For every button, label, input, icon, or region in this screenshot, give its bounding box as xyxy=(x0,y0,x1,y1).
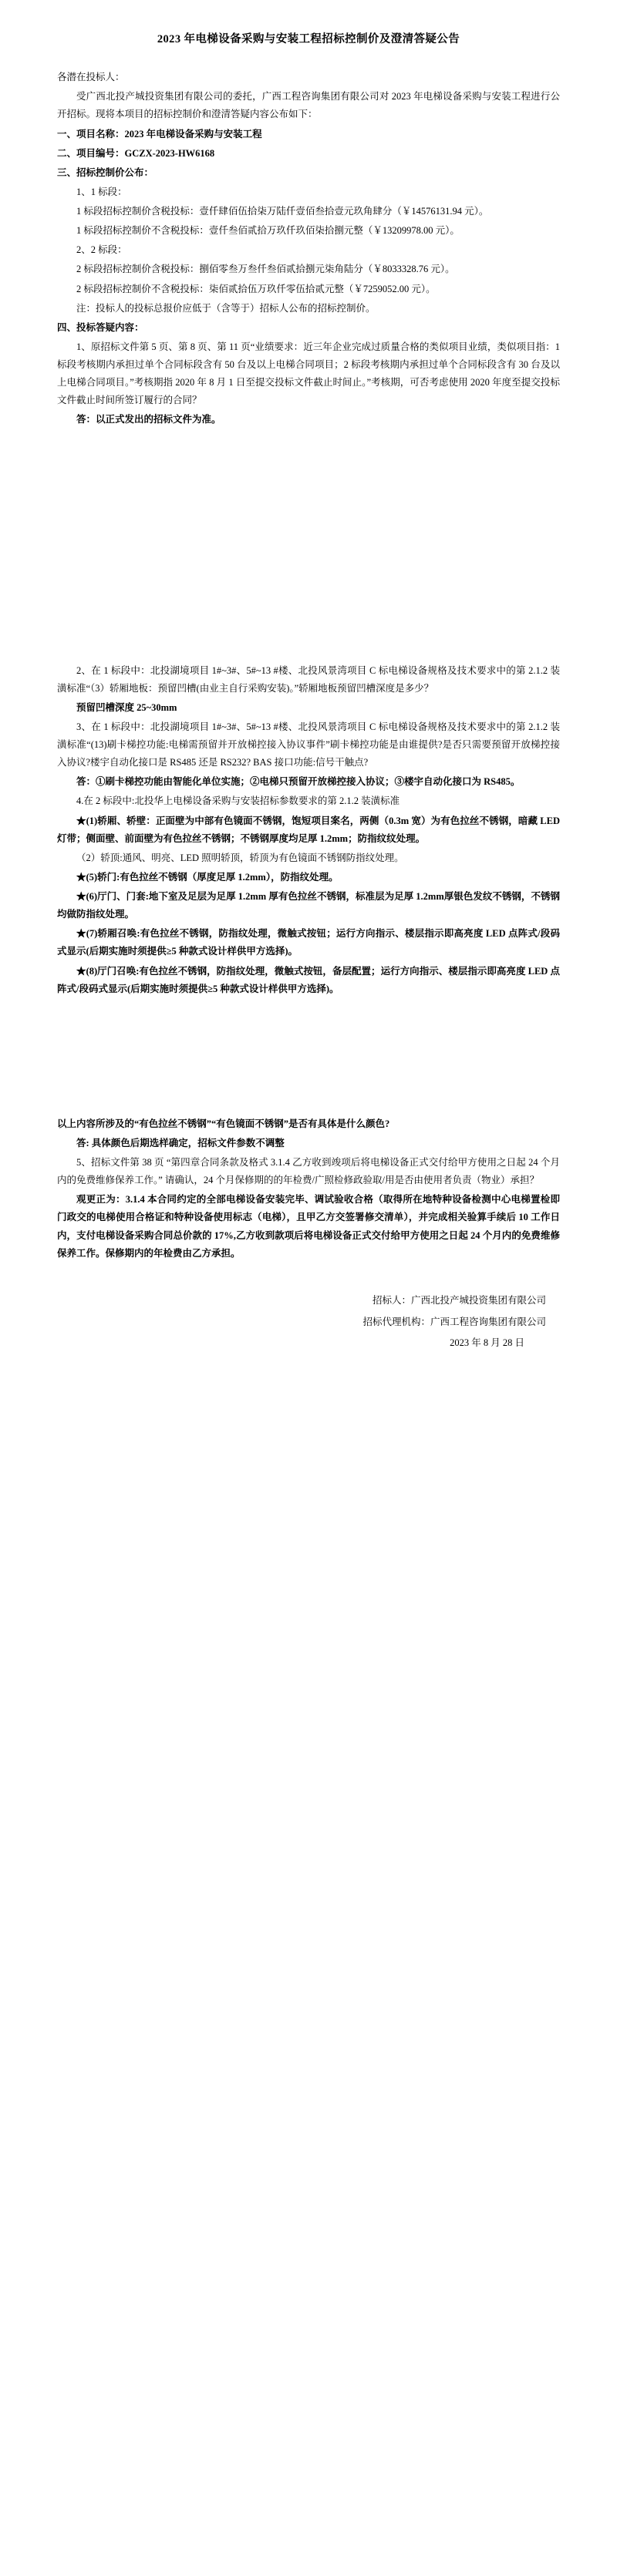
control-price-item: 2、2 标段： xyxy=(76,244,127,256)
signature-agent: 招标代理机构：广西工程咨询集团有限公司 xyxy=(362,1316,546,1327)
control-price-item: 2 标段招标控制价含税投标：捌佰零叁万叁仟叁佰贰拾捌元柒角陆分（￥8033328.76 元）。 xyxy=(76,264,455,275)
section-heading-qa: 四、投标答疑内容： xyxy=(57,321,144,333)
qa-answer: 预留凹槽深度 25~30mm xyxy=(76,701,177,713)
control-price-item: 1 标段招标控制价不含税投标：壹仟叁佰贰拾万玖仟玖佰柒拾捌元整（￥13209978.00 元）。 xyxy=(76,225,460,237)
signature-block xyxy=(57,1292,560,1332)
intro-paragraph: 受广西北投产城投资集团有限公司的委托，广西工程咨询集团有限公司对 2023 年电梯设备采购与安装工程进行公开招标。现将本项目的招标控制价和澄清答疑内容公布如下： xyxy=(57,91,560,120)
blank-area xyxy=(57,1264,560,1284)
color-question: 以上内容所涉及的“有色拉丝不锈钢”“有色镜面不锈钢”是否有具体是什么颜色? xyxy=(57,1118,390,1129)
signature-bidder: 招标人：广西北投产城投资集团有限公司 xyxy=(372,1294,546,1306)
blank-area xyxy=(57,1000,560,1115)
qa-question: 1、原招标文件第 5 页、第 8 页、第 11 页“业绩要求：近三年企业完成过质量合格的类似项目业绩，类似项目指：1 标段考核期内承担过单个合同标段含有 50 台及以上电梯合同项目；2 标段考核期内承担过单个合同标段含有 30 台及以上电梯合同项目。”考核期指 2020 年 8 月 1 日至提交投标文件截止时间止。”考核期，可否考虑使用 2020 年度至提交投标文件截止时间所签订履行的合同？ xyxy=(57,341,560,406)
qa-answer: 答：①刷卡梯控功能由智能化单位实施；②电梯只预留开放梯控接入协议；③楼宇自动化接口为 RS485。 xyxy=(76,776,521,788)
qa-answer: 答：以正式发出的招标文件为准。 xyxy=(76,414,221,425)
page-title: 2023 年电梯设备采购与安装工程招标控制价及澄清答疑公告 xyxy=(157,33,460,45)
signature-date: 2023 年 8 月 28 日 xyxy=(450,1337,524,1349)
star-requirement-item: ★(7)轿厢召唤:有色拉丝不锈钢，防指纹处理，微触式按钮；运行方向指示、楼层指示即高亮度 LED 点阵式/段码式显示(后期实施时须提供≥5 种款式设计样供甲方选择)。 xyxy=(57,928,560,957)
qa-question: 3、在 1 标段中：北投湖境项目 1#~3#、5#~13 #楼、北投风景湾项目 C 标电梯设备规格及技术要求中的第 2.1.2 装潢标准“(13)刷卡梯控功能:电梯需预留并开放梯控接入协议事件”刷卡梯控功能是由谁提供?是否只需要预留开放梯控接入协议?楼宇自动化接口是 RS485 还是 RS232? BAS 接口功能:信号干触点? xyxy=(57,721,560,768)
salutation: 各潜在投标人： xyxy=(57,72,125,83)
qa-answer-last: 观更正为：3.1.4 本合同约定的全部电梯设备安装完毕、调试验收合格（取得所在地特种设备检测中心电梯置检即门政交的电梯使用合格证和特种设备使用标志（电梯），且甲乙方交签署修交清单），并完成相关验算手续后 10 工作日内，支付电梯设备采购合同总价款的 17%,乙方收到款项后将电梯设备正式交付给甲方使用之日起 24 个月内的免费维修保养工作。保修期内的年检费由乙方承担。 xyxy=(57,1194,560,1259)
section-heading-project-number: 二、项目编号：GCZX-2023-HW6168 xyxy=(57,147,215,159)
qa-question: 2、在 1 标段中：北投湖境项目 1#~3#、5#~13 #楼、北投风景湾项目 C 标电梯设备规格及技术要求中的第 2.1.2 装潢标准“（3）轿厢地板：预留凹槽(由业主自行采购安装)。”轿厢地板预留凹槽深度是多少？ xyxy=(57,664,560,694)
star-requirement-item: ★(1)轿厢、轿壁：正面壁为中部有色镜面不锈钢，饱短项目案名，两侧（0.3m 宽）为有色拉丝不锈钢，暗藏 LED 灯带；侧面壁、前面壁为有色拉丝不锈钢；不锈钢厚度均足厚 1.2mm；防指纹纹处理。 xyxy=(57,815,560,844)
blank-area xyxy=(57,431,560,662)
control-price-note: 注：投标人的投标总报价应低于（含等于）招标人公布的招标控制价。 xyxy=(76,302,376,314)
control-price-item: 1 标段招标控制价含税投标：壹仟肆佰伍拾柒万陆仟壹佰叁拾壹元玖角肆分（￥14576131.94 元）。 xyxy=(76,206,489,217)
section-heading-control-price: 三、招标控制价公布： xyxy=(57,166,154,178)
requirement-item: （2）轿顶:通风、明亮、LED 照明轿顶，轿顶为有色镜面不锈钢防指纹处理。 xyxy=(76,852,404,863)
control-price-item: 2 标段招标控制价不含税投标：柒佰贰拾伍万玖仟零伍拾贰元整（￥7259052.00 元）。 xyxy=(76,283,436,294)
section-heading-project-name: 一、项目名称：2023 年电梯设备采购与安装工程 xyxy=(57,128,262,140)
star-requirement-item: ★(5)轿门:有色拉丝不锈钢（厚度足厚 1.2mm），防指纹处理。 xyxy=(76,871,339,883)
qa-question: 4.在 2 标段中:北投华上电梯设备采购与安装招标参数要求的第 2.1.2 装潢标准 xyxy=(76,795,400,807)
star-requirement-item: ★(8)厅门召唤:有色拉丝不锈钢，防指纹处理，微触式按钮，备层配置；运行方向指示、楼层指示即高亮度 LED 点阵式/段码式显示(后期实施时须提供≥5 种款式设计样供甲方选择)。 xyxy=(57,965,560,994)
control-price-item: 1、1 标段： xyxy=(76,186,127,197)
color-answer: 答: 具体颜色后期选样确定，招标文件参数不调整 xyxy=(76,1137,285,1148)
qa-question-last: 5、招标文件第 38 页 “第四章合同条款及格式 3.1.4 乙方收到竣项后将电梯设备正式交付给甲方使用之日起 24 个月内的免费维修保养工作。” 请确认，24 个月保修期的的年检费/广照检修政验取/用是否由使用者负责（物业）承担？ xyxy=(57,1157,560,1186)
star-requirement-item: ★(6)厅门、门套:地下室及足层为足厚 1.2mm 厚有色拉丝不锈钢，标准层为足厚 1.2mm厚银色发纹不锈钢，不锈钢均做防指纹处理。 xyxy=(57,891,560,920)
